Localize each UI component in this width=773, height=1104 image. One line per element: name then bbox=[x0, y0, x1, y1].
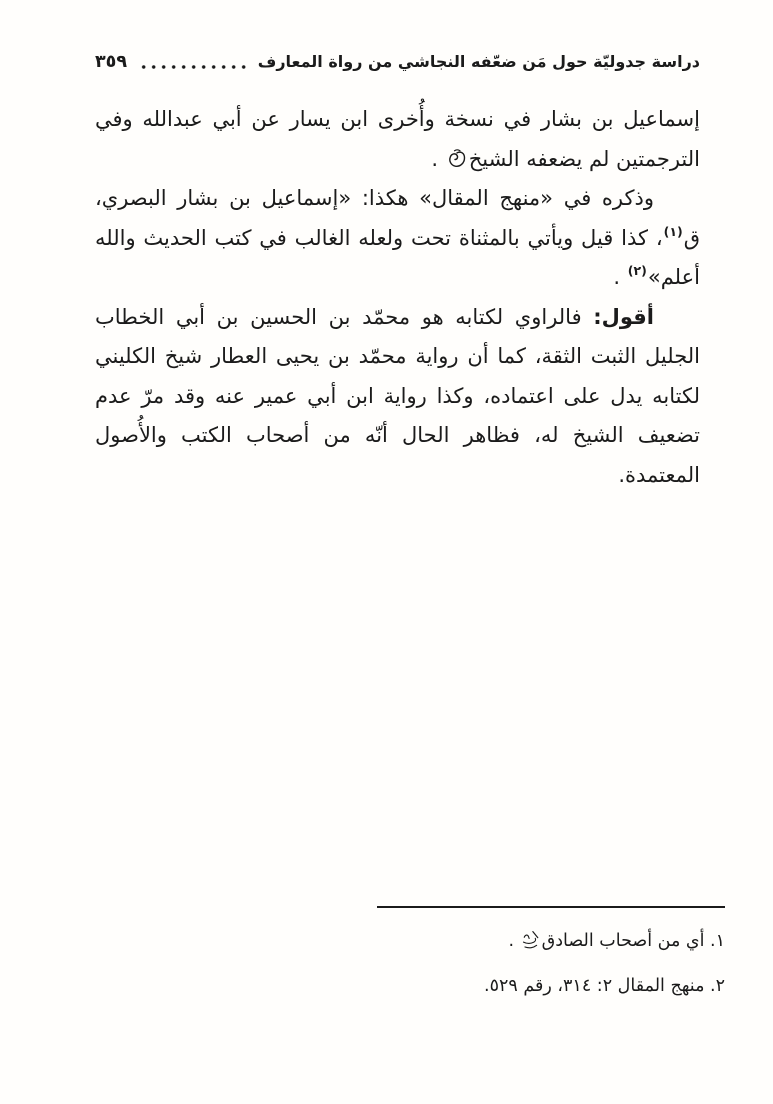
alayhis-salam-honorific-icon bbox=[522, 929, 540, 950]
footnote-2-text: ٢. منهج المقال ٢: ٣١٤، رقم ٥٢٩. bbox=[484, 976, 725, 996]
footnote-1 bbox=[377, 908, 725, 953]
footnote-1-text: ١. أي من أصحاب الصادق bbox=[541, 931, 725, 951]
paragraph-1 bbox=[95, 100, 700, 179]
footnote-ref-1: (١) bbox=[663, 223, 683, 239]
footnote-2 bbox=[377, 953, 725, 998]
paragraph-3 bbox=[95, 298, 700, 496]
footnote-ref-2: (٢) bbox=[627, 263, 647, 278]
running-head-title: دراسة جدوليّة حول مَن ضعّفه النجاشي من رواة المعارف bbox=[257, 52, 700, 71]
aqulu-lead-word: أقول: bbox=[593, 304, 654, 329]
paragraph-2-text-b: ، كذا قيل ويأتي بالمثناة تحت ولعله الغالب في كتب الحديث والله أعلم» bbox=[95, 225, 700, 289]
paragraph-2 bbox=[95, 179, 700, 298]
paragraph-1-period: . bbox=[431, 146, 445, 171]
paragraph-2-text-a: وذكره في «منهج المقال» هكذا: «إسماعيل بن بشار البصري، ق bbox=[95, 186, 700, 250]
footnotes-block bbox=[377, 906, 725, 998]
paragraph-1-text: إسماعيل بن بشار في نسخة وأُخرى ابن يسار عن أبي عبدالله وفي الترجمتين لم يضعفه الشيخ bbox=[95, 107, 700, 171]
footnote-1-period: . bbox=[508, 931, 520, 951]
dot-leader bbox=[136, 57, 249, 71]
running-head bbox=[95, 50, 700, 74]
paragraph-2-period: . bbox=[613, 265, 627, 289]
paragraph-3-text: فالراوي لكتابه هو محمّد بن الحسين بن أبي الخطاب الجليل الثبت الثقة، كما أن رواية محمّد بن يحيى العطار شيخ الكليني لكتابه يدل على اعتماده، وكذا رواية ابن أبي عمير عنه وقد مرّ عدم تضعيف الشيخ له، فظاهر الحال أنّه من أصحاب الكتب والأُصول المعتمدة. bbox=[95, 304, 700, 487]
quddisa-sirruh-honorific-icon bbox=[447, 148, 467, 171]
body-text bbox=[95, 100, 700, 495]
page-number: ٣٥٩ bbox=[95, 52, 128, 72]
